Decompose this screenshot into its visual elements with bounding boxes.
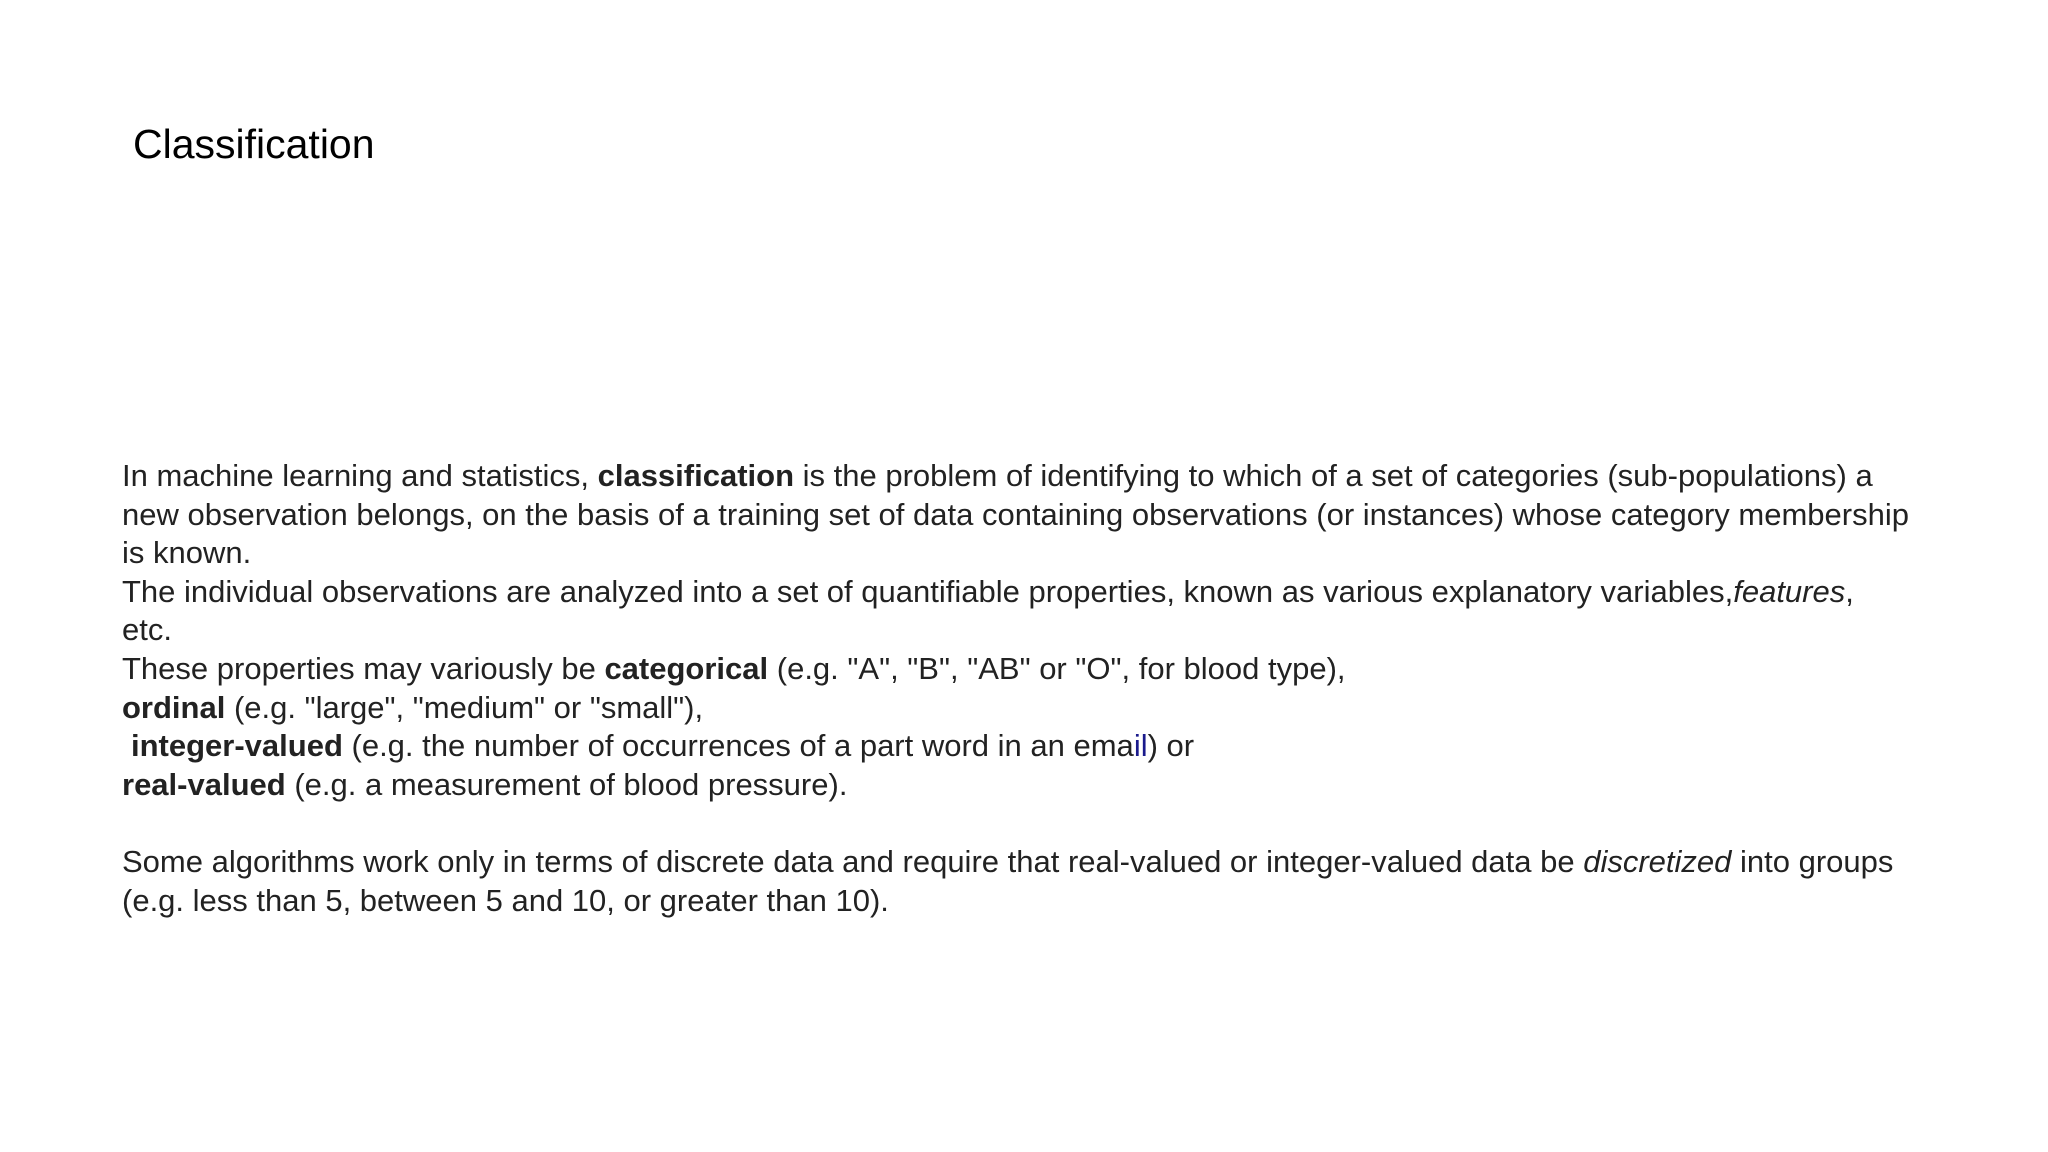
text-run: Some algorithms work only in terms of discrete data and require that real-valued or integer-valued data be xyxy=(122,843,1584,879)
text-run: (e.g. the number of occurrences of a part word in an ema xyxy=(342,728,1134,764)
property-real-valued xyxy=(122,766,1962,805)
term-integer-valued: integer-valued xyxy=(131,728,343,764)
paragraph-features-line-1 xyxy=(122,573,1962,612)
text-run: , xyxy=(1845,573,1854,609)
property-ordinal xyxy=(122,689,1962,728)
paragraph-definition-line-1 xyxy=(122,457,1962,496)
text-run: In machine learning and statistics, xyxy=(122,458,598,493)
text-run: ) or xyxy=(1147,728,1195,764)
highlighted-text: il xyxy=(1133,728,1148,764)
text-run: The individual observations are analyzed into a set of quantifiable properties, known as various explanatory variables, xyxy=(122,573,1734,609)
text-run: is the problem of identifying to which of a set of categories (sub-populations) a xyxy=(794,458,1873,493)
text-run: These properties may variously be xyxy=(122,650,605,686)
slide-title: Classification xyxy=(133,121,375,167)
paragraph-definition-line-2: new observation belongs, on the basis of a training set of data containing observations (or instances) whose category membership xyxy=(122,496,1909,532)
text-run: (e.g. "A", "B", "AB" or "O", for blood type), xyxy=(768,650,1346,686)
text-run: (e.g. "large", "medium" or "small"), xyxy=(225,689,704,725)
property-categorical xyxy=(122,650,1962,689)
paragraph-features-line-2: etc. xyxy=(122,612,172,648)
term-features: features xyxy=(1733,573,1846,609)
text-run: into groups xyxy=(1731,843,1894,879)
text-run: (e.g. a measurement of blood pressure). xyxy=(285,766,848,802)
paragraph-definition-line-3: is known. xyxy=(122,535,252,571)
slide-body xyxy=(122,457,1962,920)
property-integer-valued xyxy=(122,727,1962,766)
paragraph-discretization-line-2: (e.g. less than 5, between 5 and 10, or greater than 10). xyxy=(122,882,889,918)
term-discretized: discretized xyxy=(1583,843,1732,879)
term-classification: classification xyxy=(597,458,795,493)
spacer xyxy=(122,804,1962,843)
term-ordinal: ordinal xyxy=(122,689,226,725)
term-real-valued: real-valued xyxy=(122,766,286,802)
term-categorical: categorical xyxy=(604,650,769,686)
paragraph-discretization-line-1 xyxy=(122,843,1962,882)
